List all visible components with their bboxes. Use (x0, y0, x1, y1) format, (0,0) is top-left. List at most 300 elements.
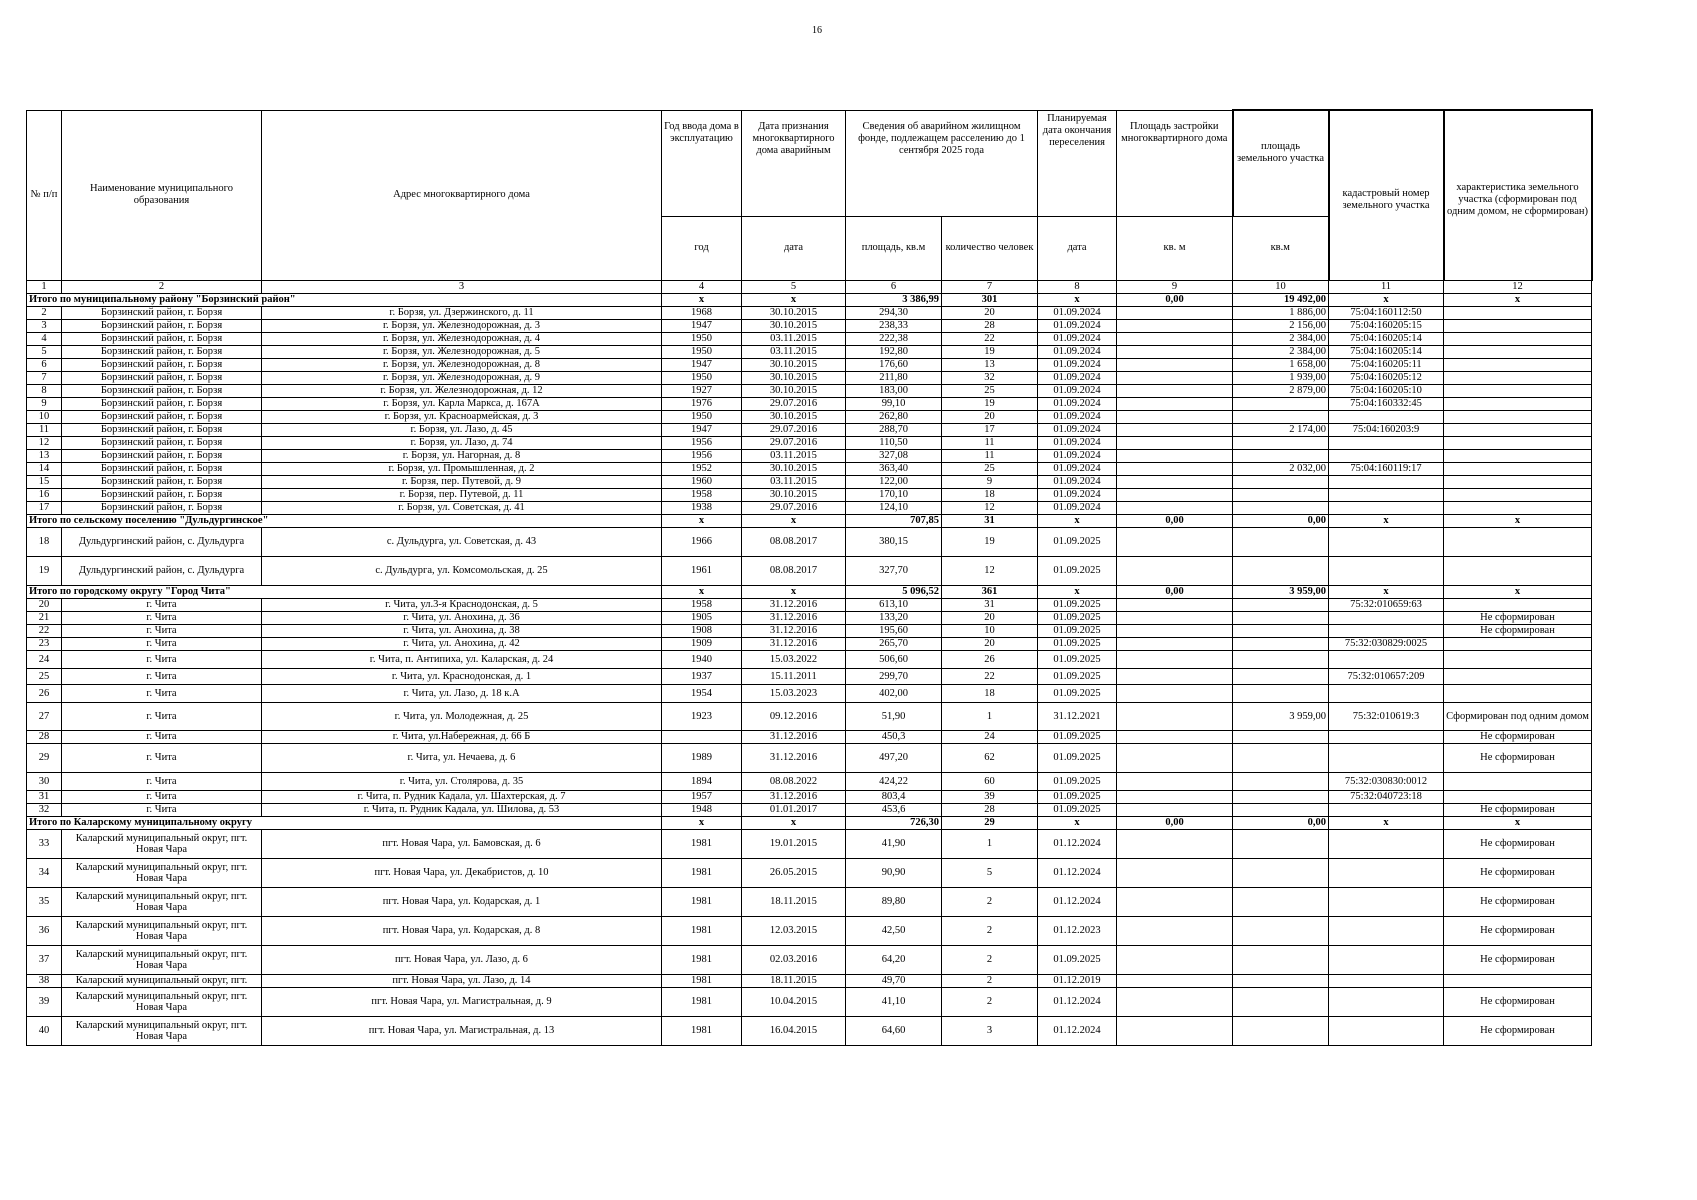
area-cell: 41,10 (846, 987, 942, 1016)
building-area-cell (1117, 803, 1233, 816)
year-cell: 1950 (662, 345, 742, 358)
people-cell: 20 (942, 410, 1038, 423)
characteristic-cell: Не сформирован (1444, 887, 1592, 916)
column-number: 3 (262, 280, 662, 293)
plan-date-cell: 01.09.2025 (1038, 527, 1117, 556)
building-area-cell (1117, 598, 1233, 611)
building-area-cell (1117, 475, 1233, 488)
emergency-date-cell: 18.11.2015 (742, 887, 846, 916)
year-cell: 1968 (662, 306, 742, 319)
address-cell: пгт. Новая Чара, ул. Лазо, д. 6 (262, 945, 662, 974)
subheader-people: количество человек (942, 216, 1038, 280)
table-row (27, 668, 1592, 684)
plan-date-cell: 01.12.2023 (1038, 916, 1117, 945)
emergency-date-cell: 09.12.2016 (742, 702, 846, 730)
year-cell: x (662, 585, 742, 598)
year-cell: 1937 (662, 668, 742, 684)
people-cell: 19 (942, 397, 1038, 410)
row-number: 23 (27, 637, 62, 650)
year-cell: 1956 (662, 436, 742, 449)
year-cell: 1950 (662, 410, 742, 423)
building-area-cell (1117, 1016, 1233, 1045)
address-cell: г. Чита, ул. Краснодонская, д. 1 (262, 668, 662, 684)
municipality-cell: Каларский муниципальный округ, пгт. Новая Чара (62, 829, 262, 858)
municipality-cell: г. Чита (62, 650, 262, 668)
characteristic-cell (1444, 371, 1592, 384)
address-cell: г. Чита, п. Рудник Кадала, ул. Шилова, д. 53 (262, 803, 662, 816)
building-area-cell (1117, 345, 1233, 358)
area-cell: 64,60 (846, 1016, 942, 1045)
emergency-date-cell: 31.12.2016 (742, 637, 846, 650)
plan-date-cell: 01.09.2025 (1038, 772, 1117, 790)
cadastral-cell: 75:32:040723:18 (1329, 790, 1444, 803)
plan-date-cell: 01.09.2024 (1038, 319, 1117, 332)
emergency-date-cell: 30.10.2015 (742, 371, 846, 384)
cadastral-cell: x (1329, 293, 1444, 306)
area-cell: 726,30 (846, 816, 942, 829)
address-cell: с. Дульдурга, ул. Комсомольская, д. 25 (262, 556, 662, 585)
municipality-cell: г. Чита (62, 730, 262, 743)
area-cell: 363,40 (846, 462, 942, 475)
table-row (27, 730, 1592, 743)
address-cell: г. Борзя, ул. Лазо, д. 74 (262, 436, 662, 449)
year-cell: 1950 (662, 371, 742, 384)
characteristic-cell (1444, 475, 1592, 488)
municipality-cell: Каларский муниципальный округ, пгт. Новая Чара (62, 916, 262, 945)
plan-date-cell: 01.09.2025 (1038, 611, 1117, 624)
table-row (27, 790, 1592, 803)
plan-date-cell: 01.09.2025 (1038, 598, 1117, 611)
table-row (27, 803, 1592, 816)
subtotal-label: Итого по Каларскому муниципальному округу (27, 816, 662, 829)
cadastral-cell: 75:04:160205:12 (1329, 371, 1444, 384)
column-number: 11 (1329, 280, 1444, 293)
municipality-cell: Борзинский район, г. Борзя (62, 410, 262, 423)
table-row (27, 345, 1592, 358)
cadastral-cell: 75:04:160112:50 (1329, 306, 1444, 319)
land-area-cell (1233, 987, 1329, 1016)
emergency-date-cell: 01.01.2017 (742, 803, 846, 816)
row-number: 38 (27, 974, 62, 987)
land-area-cell (1233, 772, 1329, 790)
characteristic-cell (1444, 462, 1592, 475)
building-area-cell: 0,00 (1117, 293, 1233, 306)
area-cell: 110,50 (846, 436, 942, 449)
row-number: 32 (27, 803, 62, 816)
address-cell: г. Борзя, ул. Карла Маркса, д. 167А (262, 397, 662, 410)
subtotal-row (27, 514, 1592, 527)
plan-date-cell: 01.09.2024 (1038, 436, 1117, 449)
cadastral-cell: 75:04:160203:9 (1329, 423, 1444, 436)
building-area-cell (1117, 730, 1233, 743)
building-area-cell (1117, 702, 1233, 730)
row-number: 6 (27, 358, 62, 371)
people-cell: 62 (942, 743, 1038, 772)
year-cell: 1950 (662, 332, 742, 345)
land-area-cell (1233, 410, 1329, 423)
table-row (27, 488, 1592, 501)
year-cell: x (662, 816, 742, 829)
year-cell: 1952 (662, 462, 742, 475)
emergency-date-cell: 03.11.2015 (742, 332, 846, 345)
people-cell: 361 (942, 585, 1038, 598)
year-cell: 1966 (662, 527, 742, 556)
emergency-date-cell: 31.12.2016 (742, 743, 846, 772)
emergency-date-cell: 29.07.2016 (742, 423, 846, 436)
characteristic-cell: Не сформирован (1444, 1016, 1592, 1045)
address-cell: г. Чита, ул.3-я Краснодонская, д. 5 (262, 598, 662, 611)
people-cell: 5 (942, 858, 1038, 887)
row-number: 14 (27, 462, 62, 475)
emergency-housing-table (26, 109, 1593, 1046)
row-number: 20 (27, 598, 62, 611)
building-area-cell (1117, 668, 1233, 684)
plan-date-cell: 01.12.2019 (1038, 974, 1117, 987)
cadastral-cell (1329, 803, 1444, 816)
year-cell: 1981 (662, 858, 742, 887)
characteristic-cell: Не сформирован (1444, 945, 1592, 974)
people-cell: 2 (942, 887, 1038, 916)
emergency-date-cell: 08.08.2017 (742, 556, 846, 585)
header-planned-date: Планируемая дата окончания переселения (1038, 110, 1117, 216)
land-area-cell: 19 492,00 (1233, 293, 1329, 306)
table-row (27, 598, 1592, 611)
address-cell: г. Борзя, пер. Путевой, д. 9 (262, 475, 662, 488)
characteristic-cell (1444, 637, 1592, 650)
address-cell: г. Борзя, ул. Промышленная, д. 2 (262, 462, 662, 475)
people-cell: 24 (942, 730, 1038, 743)
people-cell: 29 (942, 816, 1038, 829)
characteristic-cell: Не сформирован (1444, 624, 1592, 637)
plan-date-cell: 01.09.2025 (1038, 743, 1117, 772)
area-cell: 288,70 (846, 423, 942, 436)
address-cell: г. Чита, ул.Набережная, д. 66 Б (262, 730, 662, 743)
municipality-cell: г. Чита (62, 803, 262, 816)
year-cell: 1956 (662, 449, 742, 462)
header-building-area: Площадь застройки многоквартирного дома (1117, 110, 1233, 216)
people-cell: 22 (942, 332, 1038, 345)
header-emergency-fund: Сведения об аварийном жилищном фонде, подлежащем расселению до 1 сентября 2025 года (846, 110, 1038, 216)
cadastral-cell (1329, 449, 1444, 462)
building-area-cell (1117, 790, 1233, 803)
table-row (27, 916, 1592, 945)
area-cell: 380,15 (846, 527, 942, 556)
people-cell: 32 (942, 371, 1038, 384)
municipality-cell: г. Чита (62, 611, 262, 624)
row-number: 25 (27, 668, 62, 684)
header-commission-year: Год ввода дома в эксплуатацию (662, 110, 742, 216)
land-area-cell (1233, 887, 1329, 916)
plan-date-cell: 01.09.2024 (1038, 488, 1117, 501)
plan-date-cell: 01.12.2024 (1038, 987, 1117, 1016)
plan-date-cell: 01.12.2024 (1038, 829, 1117, 858)
cadastral-cell (1329, 556, 1444, 585)
land-area-cell (1233, 488, 1329, 501)
people-cell: 10 (942, 624, 1038, 637)
year-cell: 1960 (662, 475, 742, 488)
cadastral-cell (1329, 624, 1444, 637)
emergency-date-cell: 30.10.2015 (742, 306, 846, 319)
land-area-cell (1233, 556, 1329, 585)
land-area-cell (1233, 1016, 1329, 1045)
municipality-cell: Борзинский район, г. Борзя (62, 371, 262, 384)
area-cell: 99,10 (846, 397, 942, 410)
people-cell: 11 (942, 449, 1038, 462)
people-cell: 20 (942, 306, 1038, 319)
area-cell: 327,70 (846, 556, 942, 585)
plan-date-cell: 01.09.2024 (1038, 332, 1117, 345)
row-number: 40 (27, 1016, 62, 1045)
year-cell: 1947 (662, 358, 742, 371)
plan-date-cell: 01.09.2025 (1038, 730, 1117, 743)
cadastral-cell: 75:32:010657:209 (1329, 668, 1444, 684)
people-cell: 2 (942, 916, 1038, 945)
characteristic-cell (1444, 684, 1592, 702)
table-row (27, 650, 1592, 668)
plan-date-cell: 01.09.2024 (1038, 475, 1117, 488)
year-cell: 1957 (662, 790, 742, 803)
address-cell: пгт. Новая Чара, ул. Лазо, д. 14 (262, 974, 662, 987)
land-area-cell: 2 156,00 (1233, 319, 1329, 332)
emergency-date-cell: 31.12.2016 (742, 624, 846, 637)
area-cell: 424,22 (846, 772, 942, 790)
area-cell: 803,4 (846, 790, 942, 803)
municipality-cell: Борзинский район, г. Борзя (62, 475, 262, 488)
year-cell: x (662, 293, 742, 306)
year-cell: 1981 (662, 887, 742, 916)
emergency-date-cell: 31.12.2016 (742, 790, 846, 803)
area-cell: 450,3 (846, 730, 942, 743)
address-cell: г. Чита, ул. Анохина, д. 38 (262, 624, 662, 637)
subtotal-row (27, 816, 1592, 829)
emergency-date-cell: 29.07.2016 (742, 436, 846, 449)
area-cell: 299,70 (846, 668, 942, 684)
municipality-cell: Борзинский район, г. Борзя (62, 358, 262, 371)
address-cell: пгт. Новая Чара, ул. Магистральная, д. 13 (262, 1016, 662, 1045)
building-area-cell: 0,00 (1117, 585, 1233, 598)
land-area-cell (1233, 436, 1329, 449)
land-area-cell (1233, 684, 1329, 702)
building-area-cell (1117, 772, 1233, 790)
characteristic-cell (1444, 974, 1592, 987)
table-row (27, 332, 1592, 345)
emergency-date-cell: 03.11.2015 (742, 475, 846, 488)
building-area-cell (1117, 332, 1233, 345)
emergency-date-cell: 18.11.2015 (742, 974, 846, 987)
plan-date-cell: x (1038, 293, 1117, 306)
emergency-date-cell: 31.12.2016 (742, 598, 846, 611)
people-cell: 12 (942, 556, 1038, 585)
address-cell: г. Борзя, пер. Путевой, д. 11 (262, 488, 662, 501)
column-number: 2 (62, 280, 262, 293)
table-row (27, 436, 1592, 449)
characteristic-cell (1444, 556, 1592, 585)
row-number: 13 (27, 449, 62, 462)
year-cell: 1981 (662, 987, 742, 1016)
people-cell: 12 (942, 501, 1038, 514)
table-row (27, 358, 1592, 371)
year-cell: 1908 (662, 624, 742, 637)
land-area-cell (1233, 916, 1329, 945)
cadastral-cell (1329, 974, 1444, 987)
address-cell: пгт. Новая Чара, ул. Декабристов, д. 10 (262, 858, 662, 887)
emergency-date-cell: 16.04.2015 (742, 1016, 846, 1045)
characteristic-cell (1444, 790, 1592, 803)
table-header (27, 110, 1592, 293)
cadastral-cell (1329, 475, 1444, 488)
subheader-land-sqm: кв.м (1233, 216, 1329, 280)
address-cell: г. Чита, п. Антипиха, ул. Каларская, д. 24 (262, 650, 662, 668)
emergency-date-cell: 30.10.2015 (742, 358, 846, 371)
building-area-cell (1117, 887, 1233, 916)
people-cell: 20 (942, 611, 1038, 624)
column-numbers-row (27, 280, 1592, 293)
address-cell: пгт. Новая Чара, ул. Магистральная, д. 9 (262, 987, 662, 1016)
cadastral-cell: 75:04:160205:10 (1329, 384, 1444, 397)
emergency-date-cell: 08.08.2022 (742, 772, 846, 790)
land-area-cell (1233, 449, 1329, 462)
land-area-cell (1233, 743, 1329, 772)
year-cell: 1961 (662, 556, 742, 585)
table-row (27, 858, 1592, 887)
municipality-cell: Каларский муниципальный округ, пгт. Новая Чара (62, 987, 262, 1016)
characteristic-cell: x (1444, 816, 1592, 829)
table-row (27, 501, 1592, 514)
plan-date-cell: 01.09.2025 (1038, 684, 1117, 702)
row-number: 24 (27, 650, 62, 668)
table-row (27, 397, 1592, 410)
table-body (27, 293, 1592, 1045)
row-number: 37 (27, 945, 62, 974)
table-row (27, 702, 1592, 730)
header-emergency-date: Дата признания многоквартирного дома аварийным (742, 110, 846, 216)
municipality-cell: Борзинский район, г. Борзя (62, 397, 262, 410)
area-cell: 49,70 (846, 974, 942, 987)
area-cell: 195,60 (846, 624, 942, 637)
plan-date-cell: 01.09.2025 (1038, 790, 1117, 803)
characteristic-cell (1444, 772, 1592, 790)
people-cell: 1 (942, 702, 1038, 730)
row-number: 8 (27, 384, 62, 397)
area-cell: 327,08 (846, 449, 942, 462)
subheader-area: площадь, кв.м (846, 216, 942, 280)
emergency-date-cell: 31.12.2016 (742, 730, 846, 743)
address-cell: г. Чита, ул. Нечаева, д. 6 (262, 743, 662, 772)
land-area-cell: 2 174,00 (1233, 423, 1329, 436)
emergency-date-cell: 30.10.2015 (742, 462, 846, 475)
address-cell: г. Борзя, ул. Нагорная, д. 8 (262, 449, 662, 462)
plan-date-cell: 31.12.2021 (1038, 702, 1117, 730)
cadastral-cell (1329, 1016, 1444, 1045)
row-number: 17 (27, 501, 62, 514)
emergency-date-cell: 15.11.2011 (742, 668, 846, 684)
land-area-cell (1233, 598, 1329, 611)
address-cell: г. Чита, ул. Столярова, д. 35 (262, 772, 662, 790)
characteristic-cell: Не сформирован (1444, 803, 1592, 816)
cadastral-cell (1329, 684, 1444, 702)
characteristic-cell (1444, 306, 1592, 319)
cadastral-cell: 75:32:010659:63 (1329, 598, 1444, 611)
table-row (27, 423, 1592, 436)
address-cell: г. Чита, ул. Анохина, д. 42 (262, 637, 662, 650)
cadastral-cell: 75:04:160332:45 (1329, 397, 1444, 410)
area-cell: 238,33 (846, 319, 942, 332)
row-number: 30 (27, 772, 62, 790)
row-number: 3 (27, 319, 62, 332)
cadastral-cell: 75:32:010619:3 (1329, 702, 1444, 730)
building-area-cell (1117, 436, 1233, 449)
row-number: 21 (27, 611, 62, 624)
year-cell: 1909 (662, 637, 742, 650)
area-cell: 453,6 (846, 803, 942, 816)
address-cell: г. Борзя, ул. Лазо, д. 45 (262, 423, 662, 436)
municipality-cell: Борзинский район, г. Борзя (62, 462, 262, 475)
people-cell: 19 (942, 527, 1038, 556)
area-cell: 192,80 (846, 345, 942, 358)
municipality-cell: г. Чита (62, 624, 262, 637)
year-cell: 1981 (662, 945, 742, 974)
header-address: Адрес многоквартирного дома (262, 110, 662, 280)
year-cell: 1981 (662, 829, 742, 858)
municipality-cell: Борзинский район, г. Борзя (62, 384, 262, 397)
land-area-cell: 2 032,00 (1233, 462, 1329, 475)
characteristic-cell: Сформирован под одним домом (1444, 702, 1592, 730)
people-cell: 18 (942, 684, 1038, 702)
emergency-date-cell: 30.10.2015 (742, 319, 846, 332)
plan-date-cell: 01.09.2025 (1038, 556, 1117, 585)
address-cell: г. Чита, ул. Молодежная, д. 25 (262, 702, 662, 730)
column-number: 12 (1444, 280, 1592, 293)
characteristic-cell (1444, 436, 1592, 449)
row-number: 36 (27, 916, 62, 945)
table-row (27, 743, 1592, 772)
characteristic-cell: x (1444, 514, 1592, 527)
people-cell: 39 (942, 790, 1038, 803)
municipality-cell: г. Чита (62, 702, 262, 730)
table-row (27, 449, 1592, 462)
table-row (27, 371, 1592, 384)
land-area-cell (1233, 945, 1329, 974)
characteristic-cell (1444, 488, 1592, 501)
area-cell: 262,80 (846, 410, 942, 423)
building-area-cell (1117, 410, 1233, 423)
people-cell: 18 (942, 488, 1038, 501)
people-cell: 22 (942, 668, 1038, 684)
table-row (27, 306, 1592, 319)
table-row (27, 1016, 1592, 1045)
municipality-cell: г. Чита (62, 598, 262, 611)
municipality-cell: Каларский муниципальный округ, пгт. Новая Чара (62, 945, 262, 974)
characteristic-cell (1444, 358, 1592, 371)
land-area-cell (1233, 397, 1329, 410)
building-area-cell (1117, 916, 1233, 945)
municipality-cell: г. Чита (62, 637, 262, 650)
address-cell: с. Дульдурга, ул. Советская, д. 43 (262, 527, 662, 556)
subtotal-label: Итого по муниципальному району "Борзинский район" (27, 293, 662, 306)
people-cell: 3 (942, 1016, 1038, 1045)
subtotal-row (27, 293, 1592, 306)
emergency-date-cell: 31.12.2016 (742, 611, 846, 624)
table-row (27, 974, 1592, 987)
row-number: 4 (27, 332, 62, 345)
area-cell: 90,90 (846, 858, 942, 887)
row-number: 15 (27, 475, 62, 488)
row-number: 39 (27, 987, 62, 1016)
plan-date-cell: 01.09.2025 (1038, 803, 1117, 816)
table-row (27, 384, 1592, 397)
municipality-cell: г. Чита (62, 790, 262, 803)
row-number: 33 (27, 829, 62, 858)
